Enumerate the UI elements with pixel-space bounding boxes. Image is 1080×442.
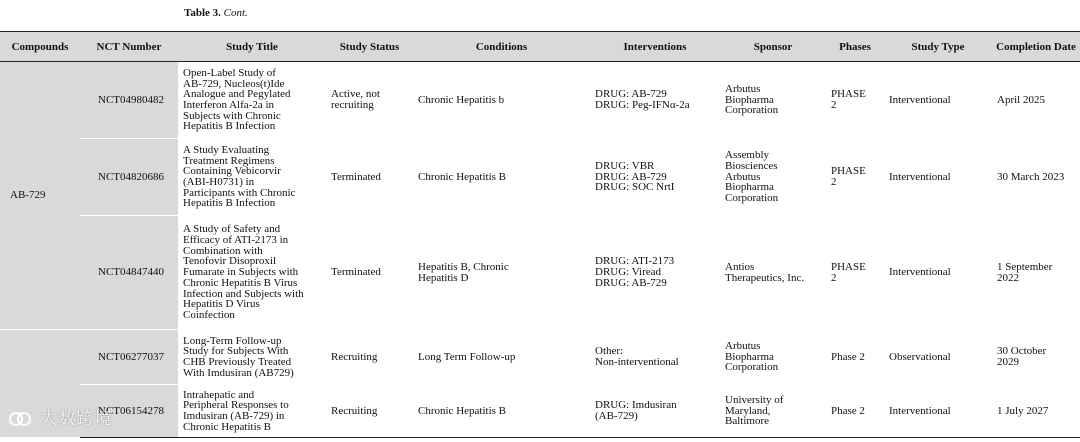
header-compounds: Compounds — [0, 32, 80, 62]
header-study-title: Study Title — [178, 32, 326, 62]
interventions: DRUG: VBR DRUG: AB-729 DRUG: SOC NrtI — [590, 139, 720, 216]
completion-date: 30 March 2023 — [992, 139, 1080, 216]
study-type: Observational — [884, 330, 992, 385]
header-nct-number: NCT Number — [80, 32, 178, 62]
clinical-trials-table — [0, 31, 1080, 438]
conditions: Hepatitis B, Chronic Hepatitis D — [413, 216, 590, 330]
table-caption-label: Table 3. — [184, 7, 221, 19]
conditions: Chronic Hepatitis B — [413, 385, 590, 438]
phases: Phase 2 — [826, 330, 884, 385]
table-header-row — [0, 32, 1080, 62]
nct-number: NCT06277037 — [80, 330, 178, 385]
study-status: Terminated — [326, 216, 413, 330]
completion-date: 1 September 2022 — [992, 216, 1080, 330]
interventions: DRUG: ATI-2173 DRUG: Viread DRUG: AB-729 — [590, 216, 720, 330]
study-status: Recruiting — [326, 330, 413, 385]
interventions: DRUG: AB-729 DRUG: Peg-IFNα-2a — [590, 62, 720, 139]
nct-number: NCT04847440 — [80, 216, 178, 330]
watermark-text: 大数跨境 — [40, 409, 113, 429]
header-completion-date: Completion Date — [992, 32, 1080, 62]
table-row — [0, 216, 1080, 330]
completion-date: 1 July 2027 — [992, 385, 1080, 438]
nct-number: NCT04980482 — [80, 62, 178, 139]
conditions: Long Term Follow-up — [413, 330, 590, 385]
sponsor: Assembly Biosciences Arbutus Biopharma Corporation — [720, 139, 826, 216]
study-type: Interventional — [884, 62, 992, 139]
header-sponsor: Sponsor — [720, 32, 826, 62]
completion-date: 30 October 2029 — [992, 330, 1080, 385]
table-row — [0, 62, 1080, 139]
phases: PHASE 2 — [826, 216, 884, 330]
table-row — [0, 385, 1080, 438]
study-type: Interventional — [884, 139, 992, 216]
study-title: A Study Evaluating Treatment Regimens Containing Vebicorvir (ABI-H0731) in Participants with Chronic Hepatitis B Infection — [178, 139, 326, 216]
conditions: Chronic Hepatitis B — [413, 139, 590, 216]
study-status: Recruiting — [326, 385, 413, 438]
completion-date: April 2025 — [992, 62, 1080, 139]
watermark — [8, 404, 112, 429]
header-study-status: Study Status — [326, 32, 413, 62]
header-interventions: Interventions — [590, 32, 720, 62]
study-type: Interventional — [884, 216, 992, 330]
nct-number: NCT06154278 — [80, 385, 178, 438]
table-row — [0, 330, 1080, 385]
phases: Phase 2 — [826, 385, 884, 438]
header-conditions: Conditions — [413, 32, 590, 62]
header-phases: Phases — [826, 32, 884, 62]
watermark-logo-icon — [8, 409, 32, 429]
study-status: Active, not recruiting — [326, 62, 413, 139]
study-title: Long-Term Follow-up Study for Subjects With CHB Previously Treated With Imdusiran (AB729) — [178, 330, 326, 385]
table-row — [0, 139, 1080, 216]
sponsor: Arbutus Biopharma Corporation — [720, 330, 826, 385]
study-status: Terminated — [326, 139, 413, 216]
study-type: Interventional — [884, 385, 992, 438]
study-title: Open-Label Study of AB-729, Nucleos(t)Ide Analogue and Pegylated Interferon Alfa-2a in Subjects with Chronic Hepatitis B Infection — [178, 62, 326, 139]
table-caption — [184, 7, 248, 19]
sponsor: Arbutus Biopharma Corporation — [720, 62, 826, 139]
phases: PHASE 2 — [826, 62, 884, 139]
header-study-type: Study Type — [884, 32, 992, 62]
nct-number: NCT04820686 — [80, 139, 178, 216]
study-title: Intrahepatic and Peripheral Responses to Imdusiran (AB-729) in Chronic Hepatitis B — [178, 385, 326, 438]
compound-cell: AB-729 — [0, 62, 80, 330]
sponsor: University of Maryland, Baltimore — [720, 385, 826, 438]
phases: PHASE 2 — [826, 139, 884, 216]
study-title: A Study of Safety and Efficacy of ATI-2173 in Combination with Tenofovir Disoproxil Fumarate in Subjects with Chronic Hepatitis B Virus Infection and Subjects with Hepatitis D Virus Coinfection — [178, 216, 326, 330]
interventions: Other: Non-interventional — [590, 330, 720, 385]
conditions: Chronic Hepatitis b — [413, 62, 590, 139]
interventions: DRUG: Imdusiran (AB-729) — [590, 385, 720, 438]
table-caption-suffix: Cont. — [223, 7, 248, 19]
sponsor: Antios Therapeutics, Inc. — [720, 216, 826, 330]
